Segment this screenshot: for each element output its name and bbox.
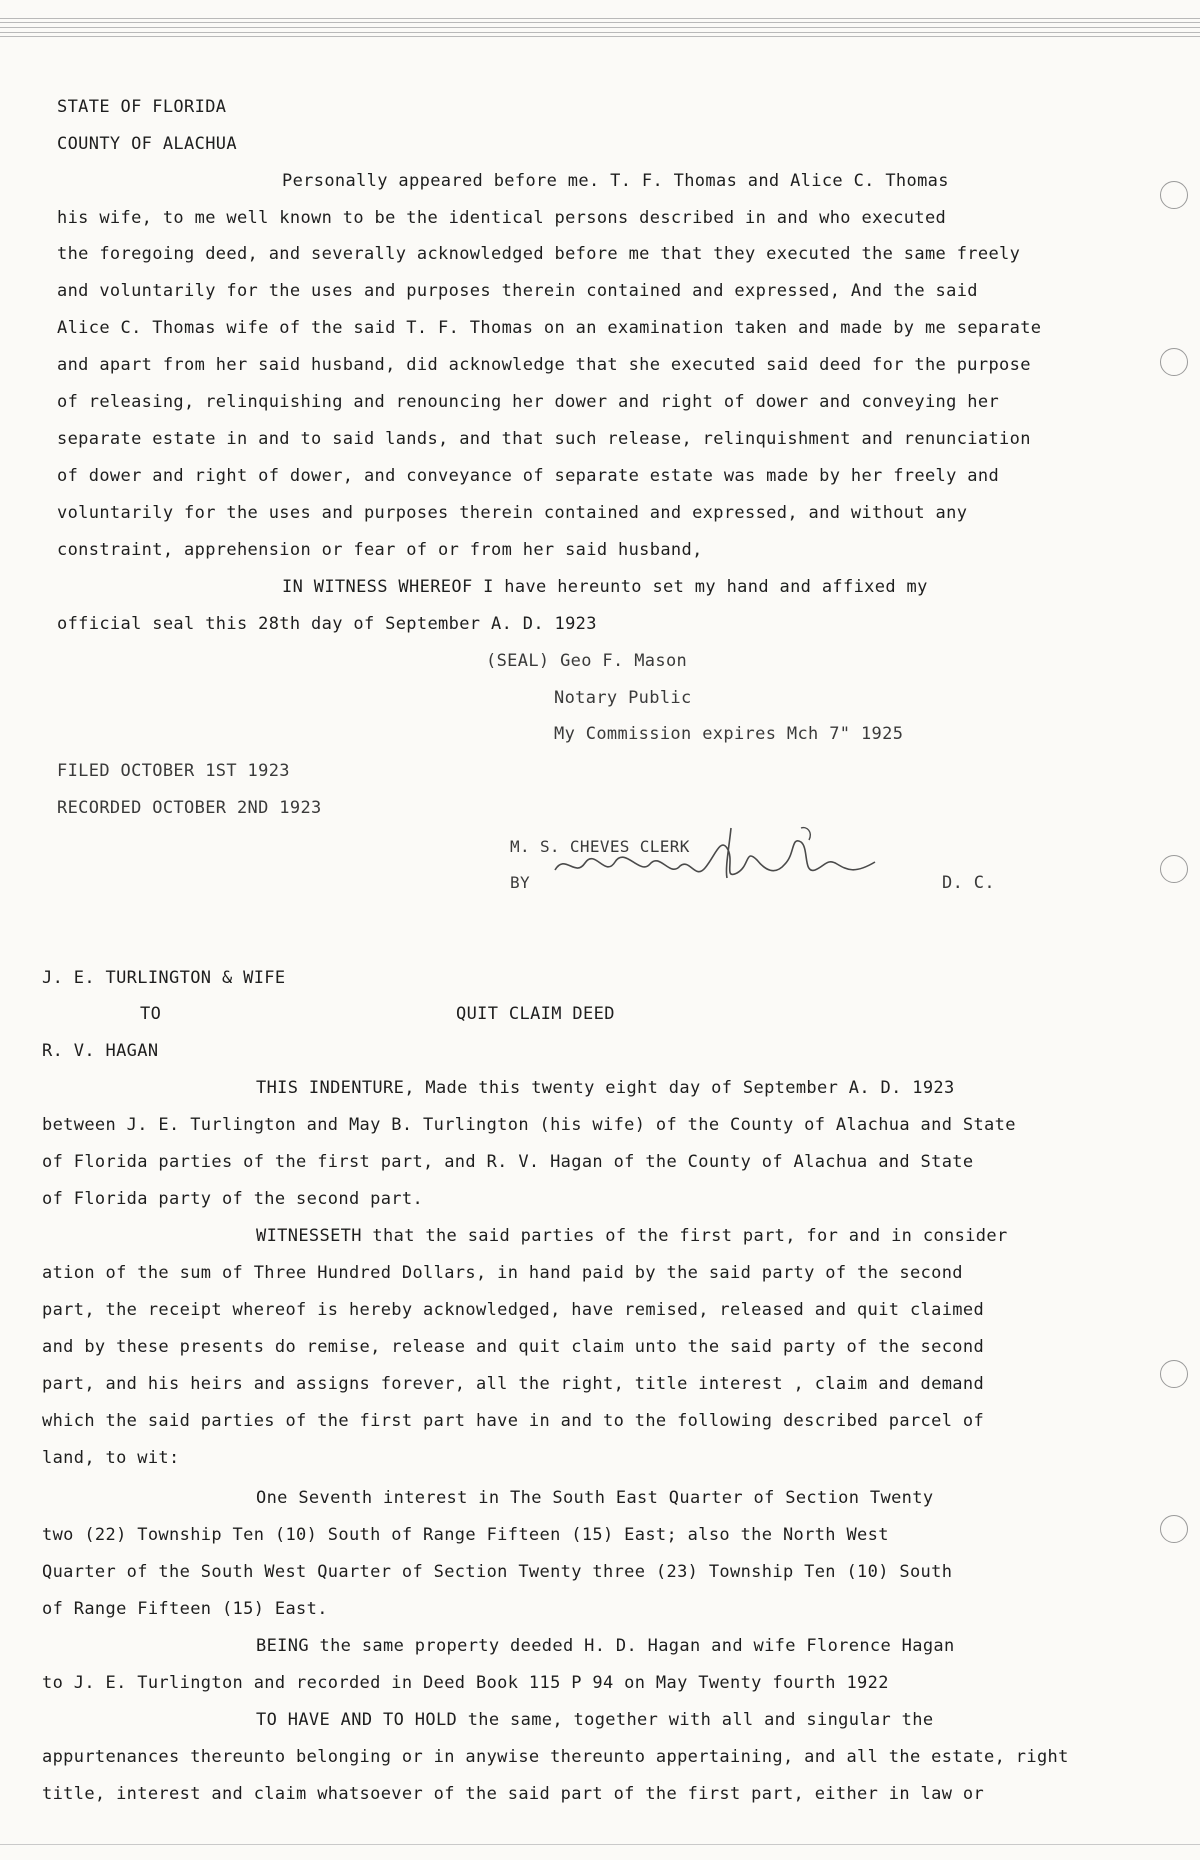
deed-line: appurtenances thereunto belonging or in anywise thereunto appertaining, and all the estate, right (42, 1747, 1069, 1767)
deed-line: THIS INDENTURE, Made this twenty eight day of September A. D. 1923 (256, 1078, 955, 1098)
top-rule (0, 27, 1200, 28)
deed-line: which the said parties of the first part have in and to the following described parcel of (42, 1411, 985, 1431)
grantor-heading: J. E. TURLINGTON & WIFE (42, 968, 286, 988)
body-line: the foregoing deed, and severally acknowledged before me that they executed the same freely (57, 244, 1021, 264)
body-line: voluntarily for the uses and purposes therein contained and expressed, and without any (57, 503, 968, 523)
deed-line: to J. E. Turlington and recorded in Deed Book 115 P 94 on May Twenty fourth 1922 (42, 1673, 889, 1693)
top-rule (0, 32, 1200, 33)
body-line: and voluntarily for the uses and purposes therein contained and expressed, And the said (57, 281, 978, 301)
deed-line: part, the receipt whereof is hereby acknowledged, have remised, released and quit claimed (42, 1300, 985, 1320)
bottom-rule (0, 1844, 1200, 1845)
deed-line: between J. E. Turlington and May B. Turlington (his wife) of the County of Alachua and State (42, 1115, 1016, 1135)
deed-line: of Florida parties of the first part, and R. V. Hagan of the County of Alachua and State (42, 1152, 974, 1172)
clerk-name: M. S. CHEVES CLERK (510, 837, 690, 856)
deed-line: WITNESSETH that the said parties of the first part, for and in consider (256, 1226, 1008, 1246)
body-line: official seal this 28th day of September A. D. 1923 (57, 614, 597, 634)
binder-hole (1160, 181, 1188, 209)
top-rule (0, 22, 1200, 23)
deed-line: Quarter of the South West Quarter of Section Twenty three (23) Township Ten (10) South (42, 1562, 953, 1582)
deed-line: BEING the same property deeded H. D. Hagan and wife Florence Hagan (256, 1636, 955, 1656)
binder-hole (1160, 1360, 1188, 1388)
body-line: of dower and right of dower, and conveyance of separate estate was made by her freely and (57, 466, 1000, 486)
body-line: IN WITNESS WHEREOF I have hereunto set my hand and affixed my (282, 577, 928, 597)
deed-line: of Florida party of the second part. (42, 1189, 424, 1209)
grantee-heading: R. V. HAGAN (42, 1041, 159, 1061)
deed-line: land, to wit: (42, 1448, 180, 1468)
deed-line: and by these presents do remise, release and quit claim unto the said party of the second (42, 1337, 985, 1357)
state-heading: STATE OF FLORIDA (57, 97, 227, 117)
deed-line: two (22) Township Ten (10) South of Range Fifteen (15) East; also the North West (42, 1525, 889, 1545)
to-heading: TO (140, 1004, 162, 1024)
deed-line: ation of the sum of Three Hundred Dollars, in hand paid by the said party of the second (42, 1263, 963, 1283)
body-line: constraint, apprehension or fear of or from her said husband, (57, 540, 703, 560)
notary-title: Notary Public (554, 688, 692, 708)
top-rule (0, 36, 1200, 37)
binder-hole (1160, 348, 1188, 376)
deed-type: QUIT CLAIM DEED (456, 1004, 615, 1024)
body-line: separate estate in and to said lands, and that such release, relinquishment and renunciation (57, 429, 1031, 449)
notary-seal-line: (SEAL) Geo F. Mason (486, 651, 688, 671)
recorded-date: RECORDED OCTOBER 2ND 1923 (57, 798, 322, 818)
body-line: Alice C. Thomas wife of the said T. F. Thomas on an examination taken and made by me separate (57, 318, 1042, 338)
body-line: his wife, to me well known to be the identical persons described in and who executed (57, 208, 947, 228)
body-line: Personally appeared before me. T. F. Thomas and Alice C. Thomas (282, 171, 949, 191)
clerk-by-label: BY (510, 873, 530, 892)
notary-commission: My Commission expires Mch 7" 1925 (554, 724, 904, 744)
filed-date: FILED OCTOBER 1ST 1923 (57, 761, 290, 781)
deed-line: of Range Fifteen (15) East. (42, 1599, 328, 1619)
binder-hole (1160, 1515, 1188, 1543)
body-line: and apart from her said husband, did acknowledge that she executed said deed for the purpose (57, 355, 1031, 375)
deputy-clerk-signature (545, 818, 885, 898)
deed-line: TO HAVE AND TO HOLD the same, together with all and singular the (256, 1710, 934, 1730)
deed-line: title, interest and claim whatsoever of the said part of the first part, either in law or (42, 1784, 985, 1804)
binder-hole (1160, 855, 1188, 883)
county-heading: COUNTY OF ALACHUA (57, 134, 237, 154)
deed-line: One Seventh interest in The South East Quarter of Section Twenty (256, 1488, 934, 1508)
deputy-clerk-label: D. C. (942, 873, 995, 893)
top-rule (0, 18, 1200, 19)
deed-line: part, and his heirs and assigns forever, all the right, title interest , claim and demand (42, 1374, 985, 1394)
body-line: of releasing, relinquishing and renouncing her dower and right of dower and conveying her (57, 392, 1000, 412)
